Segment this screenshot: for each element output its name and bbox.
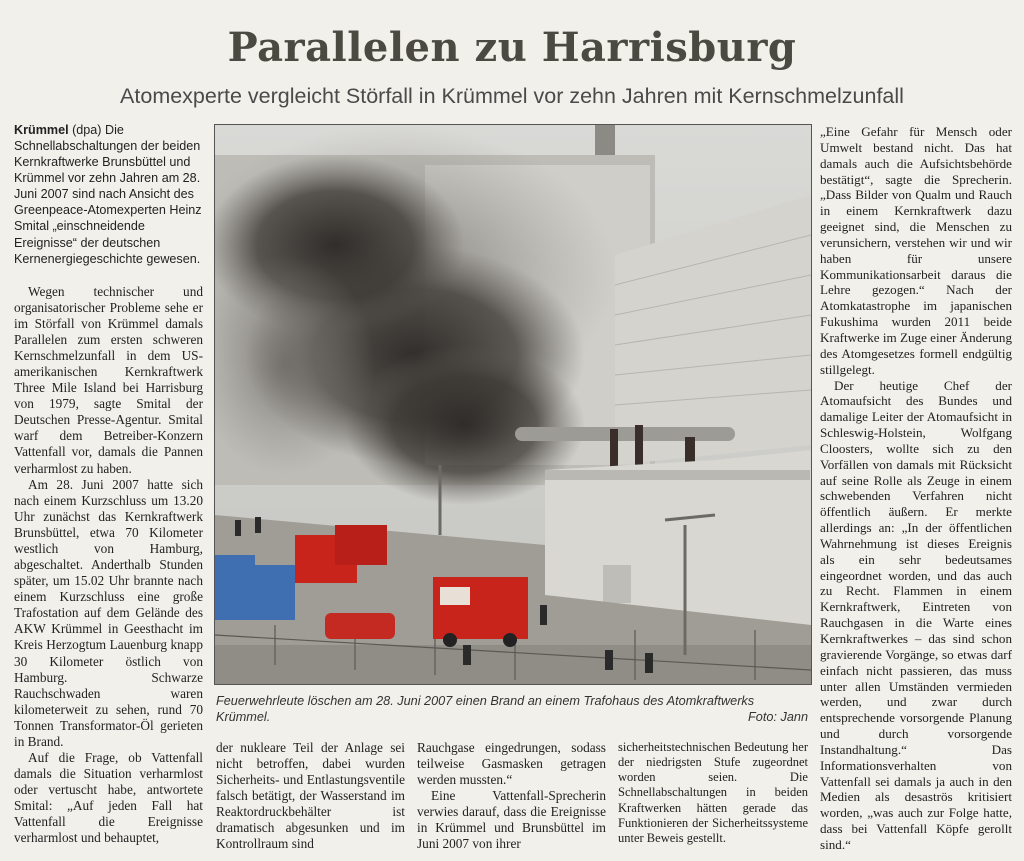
column-1 bbox=[14, 122, 203, 846]
paragraph: der nukleare Teil der Anlage sei nicht betroffen, dabei wurden Sicherheits- und Entlastungsventile falsch betätigt, der Wasserstand im Reaktordruckbehälter ist dramatisch abgesunken und im Kontrollraum sind bbox=[216, 740, 405, 852]
paragraph: Der heutige Chef der Atomaufsicht des Bundes und damalige Leiter der Atomaufsicht in Schleswig-Holstein, Wolfgang Cloosters, wollte sich zu den Vorfällen von damals mit Rücksicht auf seine Rolle als Zeuge in einem schwebenden Verfahren nicht öffentlich äußern. Er merkte allerdings an: „In der öffentlichen Wahrnehmung ist dieses Ereignis als ein sehr bedeutsames eingeordnet worden, und das auch zu Recht. Flammen in einem Kernkraftwerk, Eintreten von Rauchgasen in die Warte eines Kernkraftwerkes – das sind schon gravierende Vorgänge, so etwas darf einfach nicht passieren, das muss unter allen Umständen vermieden werden, und zwar durch entsprechende vorsorgende Planung und durch vorsorgende Instandhaltung.“ Das Informationsverhalten von Vattenfall sei damals ja auch in den Medien als desaströs kritisiert worden, „was auch zur Folge hatte, dass bei Vattenfall Köpfe gerollt sind.“ bbox=[820, 377, 1012, 852]
subheadline: Atomexperte vergleicht Störfall in Krümmel vor zehn Jahren mit Kernschmelzunfall bbox=[120, 84, 904, 108]
lead-place: Krümmel bbox=[14, 123, 69, 137]
photo-red-car bbox=[325, 613, 395, 639]
paragraph: sicherheitstechnischen Bedeutung her der niedrigsten Stufe zugeordnet worden seien. Die Schnellabschaltungen in beiden Kraftwerken hätten gerade das Funktionieren der Sicherheitssysteme unter Beweis gestellt. bbox=[618, 740, 808, 845]
photo-crane bbox=[215, 565, 295, 620]
column-2 bbox=[216, 740, 405, 853]
paragraph: Eine Vattenfall-Sprecherin verwies darauf, dass die Ereignisse in Krümmel und Brunsbüttel im Juni 2007 von ihrer bbox=[417, 788, 606, 852]
photo-pipes bbox=[515, 427, 735, 441]
lead-paragraph bbox=[14, 122, 203, 267]
paragraph: Wegen technischer und organisatorischer Probleme sehe er im Störfall von Krümmel damals Parallelen zum ersten schweren Kernschmelzunfall in dem US-amerikanischen Kernkraftwerk Three Mile Island bei Harrisburg von 1979, sagte Smital der Deutschen Presse-Agentur. Smital warf dem Betreiber-Konzern Vattenfall vor, damals die Pannen verharmlost zu haben. bbox=[14, 283, 203, 476]
column-4 bbox=[618, 740, 808, 846]
photo-fire-truck bbox=[433, 577, 528, 639]
paragraph: Auf die Frage, ob Vattenfall damals die Situation verharmlost oder vertuscht habe, antwortete Smital: „Auf jeden Fall hat Vattenfall die Ereignisse verharmlost und behauptet, bbox=[14, 749, 203, 846]
photo-caption bbox=[216, 694, 808, 725]
column-3 bbox=[417, 740, 606, 853]
headline: Parallelen zu Harrisburg bbox=[227, 24, 797, 71]
column-5 bbox=[820, 124, 1012, 853]
lead-text: Die Schnellabschaltungen der beiden Kernkraftwerke Brunsbüttel und Krümmel vor zehn Jahren am 28. Juni 2007 sind nach Ansicht des Greenpeace-Atomexperten Heinz Smital „einschneidende Ereignisse“ der deutschen Kernenergiegeschichte gewesen. bbox=[14, 123, 202, 266]
paragraph: „Eine Gefahr für Mensch oder Umwelt bestand nicht. Das hat damals auch die Aufsichtsbehörde bestätigt“, sagte die Sprecherin. „Dass Bilder von Qualm und Rauch in einem Kernkraftwerk dazu geeignet sind, die Menschen zu verunsichern, verstehen wir und wir haben für unsere Kommunikationsarbeit daraus die Lehre gezogen.“ Nach der Atomkatastrophe im japanischen Fukushima wurden 2011 beide Kraftwerke im Zuge einer Änderung des Atomgesetzes formell endgültig stillgelegt. bbox=[820, 124, 1012, 377]
photo-credit: Foto: Jann bbox=[748, 709, 808, 724]
lead-source: (dpa) bbox=[68, 123, 105, 137]
paragraph: Rauchgase eingedrungen, sodass teilweise Gasmasken getragen werden mussten.“ bbox=[417, 740, 606, 788]
caption-text: Feuerwehrleute löschen am 28. Juni 2007 einen Brand an einem Trafohaus des Atomkraftwerks Krümmel. bbox=[216, 694, 755, 724]
article-photo bbox=[214, 124, 812, 685]
paragraph: Am 28. Juni 2007 hatte sich nach einem Kurzschluss um 13.20 Uhr zunächst das Kernkraftwerk Brunsbüttel, etwa 70 Kilometer westlich von Hamburg, abgeschaltet. Anderthalb Stunden später, um 15.02 Uhr brannte nach einem Kurzschluss eine große Trafostation auf dem Gelände des AKW Krümmel in Geesthacht im Kreis Herzogtum Lauenburg knapp 30 Kilometer östlich von Hamburg. Schwarze Rauchschwaden waren kilometerweit zu sehen, rund 70 Tonnen Transformator-Öl gerieten in Brand. bbox=[14, 476, 203, 749]
